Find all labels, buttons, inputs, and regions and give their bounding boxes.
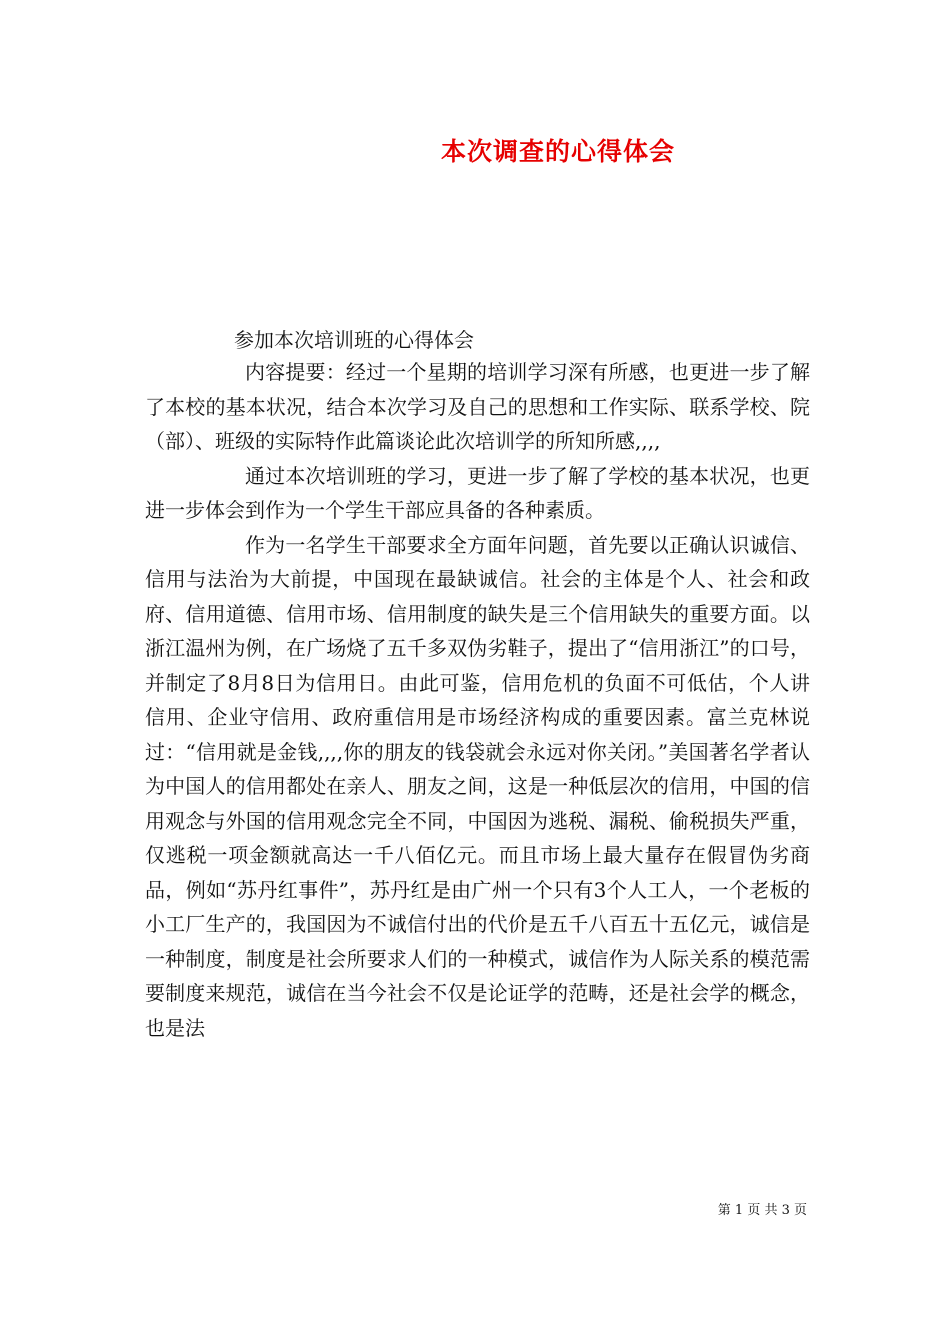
page-footer: 第 1 页 共 3 页 <box>717 1203 807 1218</box>
page-title: 本次调查的心得体会 <box>440 137 675 166</box>
paragraph-summary: 内容提要：经过一个星期的培训学习深有所感，也更进一步了解了本校的基本状况，结合本次学习及自己的思想和工作实际、联系学校、院（部）、班级的实际特作此篇谈论此次培训学的所知所感,,,, <box>145 360 810 453</box>
document-subtitle: 参加本次培训班的心得体会 <box>234 328 474 352</box>
paragraph-main: 作为一名学生干部要求全方面年问题，首先要以正确认识诚信、信用与法治为大前提，中国现在最缺诚信。社会的主体是个人、社会和政府、信用道德、信用市场、信用制度的缺失是三个信用缺失的重要方面。以浙江温州为例，在广场烧了五千多双伪劣鞋子，提出了“信用浙江”的口号，并制定了8月8日为信用日。由此可鉴，信用危机的负面不可低估，个人讲信用、企业守信用、政府重信用是市场经济构成的重要因素。富兰克林说过：“信用就是金钱,,,,你的朋友的钱袋就会永远对你关闭。”美国著名学者认为中国人的信用都处在亲人、朋友之间，这是一种低层次的信用，中国的信用观念与外国的信用观念完全不同，中国因为逃税、漏税、偷税损失严重，仅逃税一项金额就高达一千八佰亿元。而且市场上最大量存在假冒伪劣商品，例如“苏丹红事件”，苏丹红是由广州一个只有3个人工人，一个老板的小工厂生产的，我国因为不诚信付出的代价是五千八百五十五亿元，诚信是一种制度，制度是社会所要求人们的一种模式，诚信作为人际关系的模范需要制度来规范，诚信在当今社会不仅是论证学的范畴，还是社会学的概念，也是法 <box>145 532 810 1040</box>
document-body <box>145 355 810 1045</box>
paragraph-intro: 通过本次培训班的学习，更进一步了解了学校的基本状况，也更进一步体会到作为一个学生干部应具备的各种素质。 <box>145 463 810 522</box>
